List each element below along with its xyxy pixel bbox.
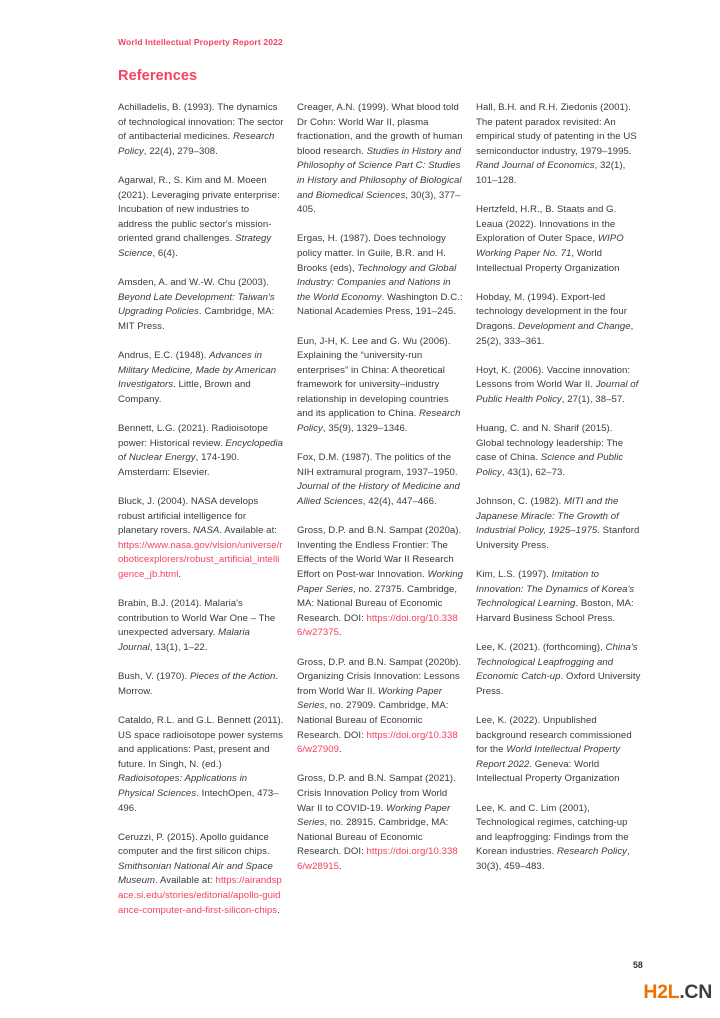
reference-text: , 32(1), 101–128. <box>476 160 626 186</box>
reference-text: . IntechOpen, 473–496. <box>118 787 279 814</box>
reference-text: . Available at: <box>155 875 216 887</box>
reference-title-italic: Encyclopedia of Nuclear Energy <box>118 437 284 464</box>
reference-entry <box>118 276 284 334</box>
reference-text: . <box>339 627 342 639</box>
reference-text: Andrus, E.C. (1948). <box>118 350 210 362</box>
reference-entry <box>476 641 642 699</box>
reference-text: Ceruzzi, P. (2015). Apollo guidance computer and the first silicon chips. <box>118 831 270 858</box>
reference-title-italic: Research Policy <box>297 408 461 435</box>
reference-title-italic: Journal of the History of Medicine and Allied Sciences <box>297 481 460 508</box>
reference-text: Eun, J-H, K. Lee and G. Wu (2006). Explaining the “university-run enterprises” in China: A theoretical framework for university–industry relationship in developing countries and its application to China. <box>297 335 451 420</box>
reference-title-italic: WIPO Working Paper No. 71 <box>476 233 624 259</box>
reference-text: Hobday, M. (1994). Export-led technology development in the four Dragons. <box>476 291 628 332</box>
reference-text: , 42(4), 447–466. <box>362 496 437 508</box>
watermark-logo <box>643 981 712 1004</box>
reference-title-italic: MITI and the Japanese Miracle: The Growth of Industrial Policy, 1925–1975 <box>476 496 619 537</box>
reference-text: Achilladelis, B. (1993). The dynamics of technological innovation: The sector of antibacterial medicines. <box>118 102 284 143</box>
reference-title-italic: Science and Public Policy <box>476 452 624 478</box>
reference-title-italic: Radioisotopes: Applications in Physical Sciences <box>118 773 248 799</box>
report-header: World Intellectual Property Report 2022 <box>118 37 283 47</box>
reference-entry <box>297 656 463 758</box>
reference-title-italic: Working Paper Series <box>297 569 463 595</box>
page-title: References <box>118 68 198 84</box>
reference-title-italic: Malaria Journal <box>118 627 250 653</box>
references-column <box>476 101 642 933</box>
reference-text: . Oxford University Press. <box>476 671 641 697</box>
reference-text: , 6(4). <box>152 247 178 259</box>
reference-text: Lee, K. (2022). Unpublished background research commissioned for the <box>476 714 632 756</box>
reference-title-italic: Advances in Military Medicine, Made by American Investigators <box>118 350 277 391</box>
reference-entry <box>118 349 284 407</box>
reference-title-italic: Research Policy <box>118 131 275 157</box>
reference-text: . Washington D.C.: National Academies Press, 191–245. <box>297 291 463 318</box>
reference-title-italic: Strategy Science <box>118 233 272 259</box>
reference-text: , no. 27375. Cambridge, MA: National Bureau of Economic Research. DOI: <box>297 583 458 624</box>
reference-text: Bluck, J. (2004). NASA develops robust artificial intelligence for planetary rovers. <box>118 496 259 537</box>
reference-title-italic: Smithsonian National Air and Space Museum <box>118 860 273 887</box>
reference-entry <box>118 831 284 919</box>
reference-text: , no. 27909. Cambridge, MA: National Bureau of Economic Research. DOI: <box>297 700 449 741</box>
reference-text: , World Intellectual Property Organization <box>476 247 620 274</box>
reference-link[interactable]: https://www.nasa.gov/vision/universe/roboticexplorers/robust_artificial_intelligence_jb.html <box>118 539 283 580</box>
reference-text: , 13(1), 1–22. <box>149 641 208 653</box>
reference-entry <box>297 524 463 641</box>
reference-entry <box>118 597 284 655</box>
reference-entry <box>118 174 284 262</box>
reference-title-italic: Working Paper Series <box>297 685 443 712</box>
reference-text: , 25(2), 333–361. <box>476 320 634 347</box>
reference-text: , 35(9), 1329–1346. <box>322 423 408 435</box>
reference-text: Agarwal, R., S. Kim and M. Moeen (2021). Leveraging private enterprise: Incubation of new industries to address the public sector's mission-oriented grand challenges. <box>118 174 280 245</box>
reference-text: Huang, C. and N. Sharif (2015). Global technology leadership: The case of China. <box>476 423 624 464</box>
reference-entry <box>476 422 642 480</box>
reference-text: . Geneva: World Intellectual Property Organization <box>476 758 620 785</box>
reference-text: Lee, K. and C. Lim (2001), Technological regimes, catching-up and leapfrogging: Findings from the Korean industries. <box>476 802 629 858</box>
watermark-primary: H2L <box>643 981 680 1003</box>
reference-text: Kim, L.S. (1997). <box>476 569 552 580</box>
watermark-secondary: .CN <box>679 981 712 1003</box>
reference-link[interactable]: https://doi.org/10.3386/w27909 <box>297 729 458 756</box>
reference-entry <box>297 451 463 509</box>
reference-text: , 27(1), 38–57. <box>561 393 625 405</box>
reference-entry <box>118 101 284 159</box>
reference-link[interactable]: https://doi.org/10.3386/w28915 <box>297 846 458 872</box>
reference-text: . <box>339 860 342 872</box>
reference-entry <box>297 101 463 218</box>
reference-text: . Little, Brown and Company. <box>118 379 251 405</box>
references-column <box>118 101 284 933</box>
reference-entry <box>297 232 463 320</box>
reference-entry <box>476 291 642 349</box>
reference-entry <box>476 101 642 189</box>
page-number: 58 <box>633 960 643 970</box>
reference-text: , 43(1), 62–73. <box>501 466 566 478</box>
reference-text: Brabin, B.J. (2014). Malaria's contribution to World War One – The unexpected adversary. <box>118 598 276 639</box>
reference-title-italic: Pieces of the Action <box>189 671 276 683</box>
reference-entry <box>476 495 642 553</box>
reference-text: , 30(3), 377–405. <box>297 189 461 216</box>
reference-text: . Available at: <box>219 525 278 537</box>
reference-title-italic: Studies in History and Philosophy of Science Part C: Studies in History and Philosophy of Biological and Biomedical Sciences <box>297 145 462 201</box>
reference-title-italic: Research Policy <box>556 846 628 858</box>
reference-entry <box>297 335 463 437</box>
reference-link[interactable]: https://doi.org/10.3386/w27375 <box>297 612 458 639</box>
reference-title-italic: Journal of Public Health Policy <box>476 379 639 405</box>
reference-title-italic: Development and Change <box>518 320 631 332</box>
reference-title-italic: Rand Journal of Economics <box>476 160 595 172</box>
reference-text: Gross, D.P. and B.N. Sampat (2020b). Organizing Crisis Innovation: Lessons from World War II. <box>297 656 462 697</box>
reference-title-italic: Working Paper Series <box>297 802 451 829</box>
reference-title-italic: China's Technological Leapfrogging and Economic Catch-up <box>476 641 638 683</box>
reference-entry <box>476 203 642 276</box>
reference-text: Hall, B.H. and R.H. Ziedonis (2001). The patent paradox revisited: An empirical study of patenting in the US semiconductor industry, 1979–1995. <box>476 102 637 157</box>
reference-text: Bush, V. (1970). <box>118 671 190 683</box>
reference-text: . Morrow. <box>118 671 279 697</box>
reference-text: Lee, K. (2021). (forthcoming), <box>476 641 606 653</box>
reference-text: . Boston, MA: Harvard Business School Press. <box>476 598 634 624</box>
reference-text: . <box>178 569 182 580</box>
reference-entry <box>476 364 642 408</box>
reference-text: Johnson, C. (1982). <box>476 496 564 508</box>
reference-text: , no. 28915. Cambridge, MA: National Bureau of Economic Research. DOI: <box>297 817 449 858</box>
reference-entry <box>476 714 642 787</box>
reference-text: . Stanford University Press. <box>476 525 640 551</box>
reference-text: Bennett, L.G. (2021). Radioisotope power: Historical review. <box>118 423 268 449</box>
reference-text: Fox, D.M. (1987). The politics of the NIH extramural program, 1937–1950. <box>297 452 458 478</box>
reference-entry <box>118 422 284 480</box>
reference-text: Ergas, H. (1987). Does technology policy matter. In Guile, B.R. and H. Brooks (eds), <box>297 233 446 274</box>
reference-entry <box>476 568 642 626</box>
reference-text: Hertzfeld, H.R., B. Staats and G. Leaua (2022). Innovations in the Exploration of Outer Space, <box>476 204 617 245</box>
reference-entry <box>476 802 642 875</box>
reference-entry <box>118 714 284 816</box>
reference-text: . <box>339 744 342 756</box>
reference-link[interactable]: https://airandspace.si.edu/stories/editorial/apollo-guidance-computer-and-first-silicon-chips <box>118 875 282 916</box>
reference-text: Hoyt, K. (2006). Vaccine innovation: Lessons from World War II. <box>476 364 631 391</box>
reference-entry <box>118 670 284 699</box>
reference-entry <box>118 495 284 583</box>
reference-text: Creager, A.N. (1999). What blood told Dr Cohn: World War II, plasma fractionation, and the growth of human blood research. <box>297 102 463 157</box>
reference-title-italic: Imitation to Innovation: The Dynamics of Korea's Technological Learning <box>476 569 635 610</box>
reference-title-italic: Beyond Late Development: Taiwan's Upgrading Policies <box>118 291 275 318</box>
reference-entry <box>297 772 463 874</box>
reference-text: Gross, D.P. and B.N. Sampat (2021). Crisis Innovation Policy from World War II to COVID-19. <box>297 773 456 814</box>
reference-text: Gross, D.P. and B.N. Sampat (2020a). Inventing the Endless Frontier: The Effects of the World War II Research Effort on Post-war Innovation. <box>297 525 462 580</box>
reference-text: Cataldo, R.L. and G.L. Bennett (2011). US space radioisotope power systems and applications: Past, present and future. In Singh, N. (ed.) <box>118 714 284 770</box>
references-column <box>297 101 463 933</box>
reference-title-italic: Technology and Global Industry: Companies and Nations in the World Economy <box>297 262 457 303</box>
reference-text: , 22(4), 279–308. <box>143 145 218 157</box>
reference-title-italic: World Intellectual Property Report 2022 <box>476 744 621 770</box>
reference-text: , 30(3), 459–483. <box>476 846 630 872</box>
reference-text: . Cambridge, MA: MIT Press. <box>118 306 275 332</box>
reference-text: , 174-190. Amsterdam: Elsevier. <box>118 452 240 478</box>
references-columns <box>118 101 640 933</box>
reference-title-italic: NASA <box>193 525 220 537</box>
reference-text: Amsden, A. and W.-W. Chu (2003). <box>118 277 269 289</box>
reference-text: . <box>277 904 280 916</box>
